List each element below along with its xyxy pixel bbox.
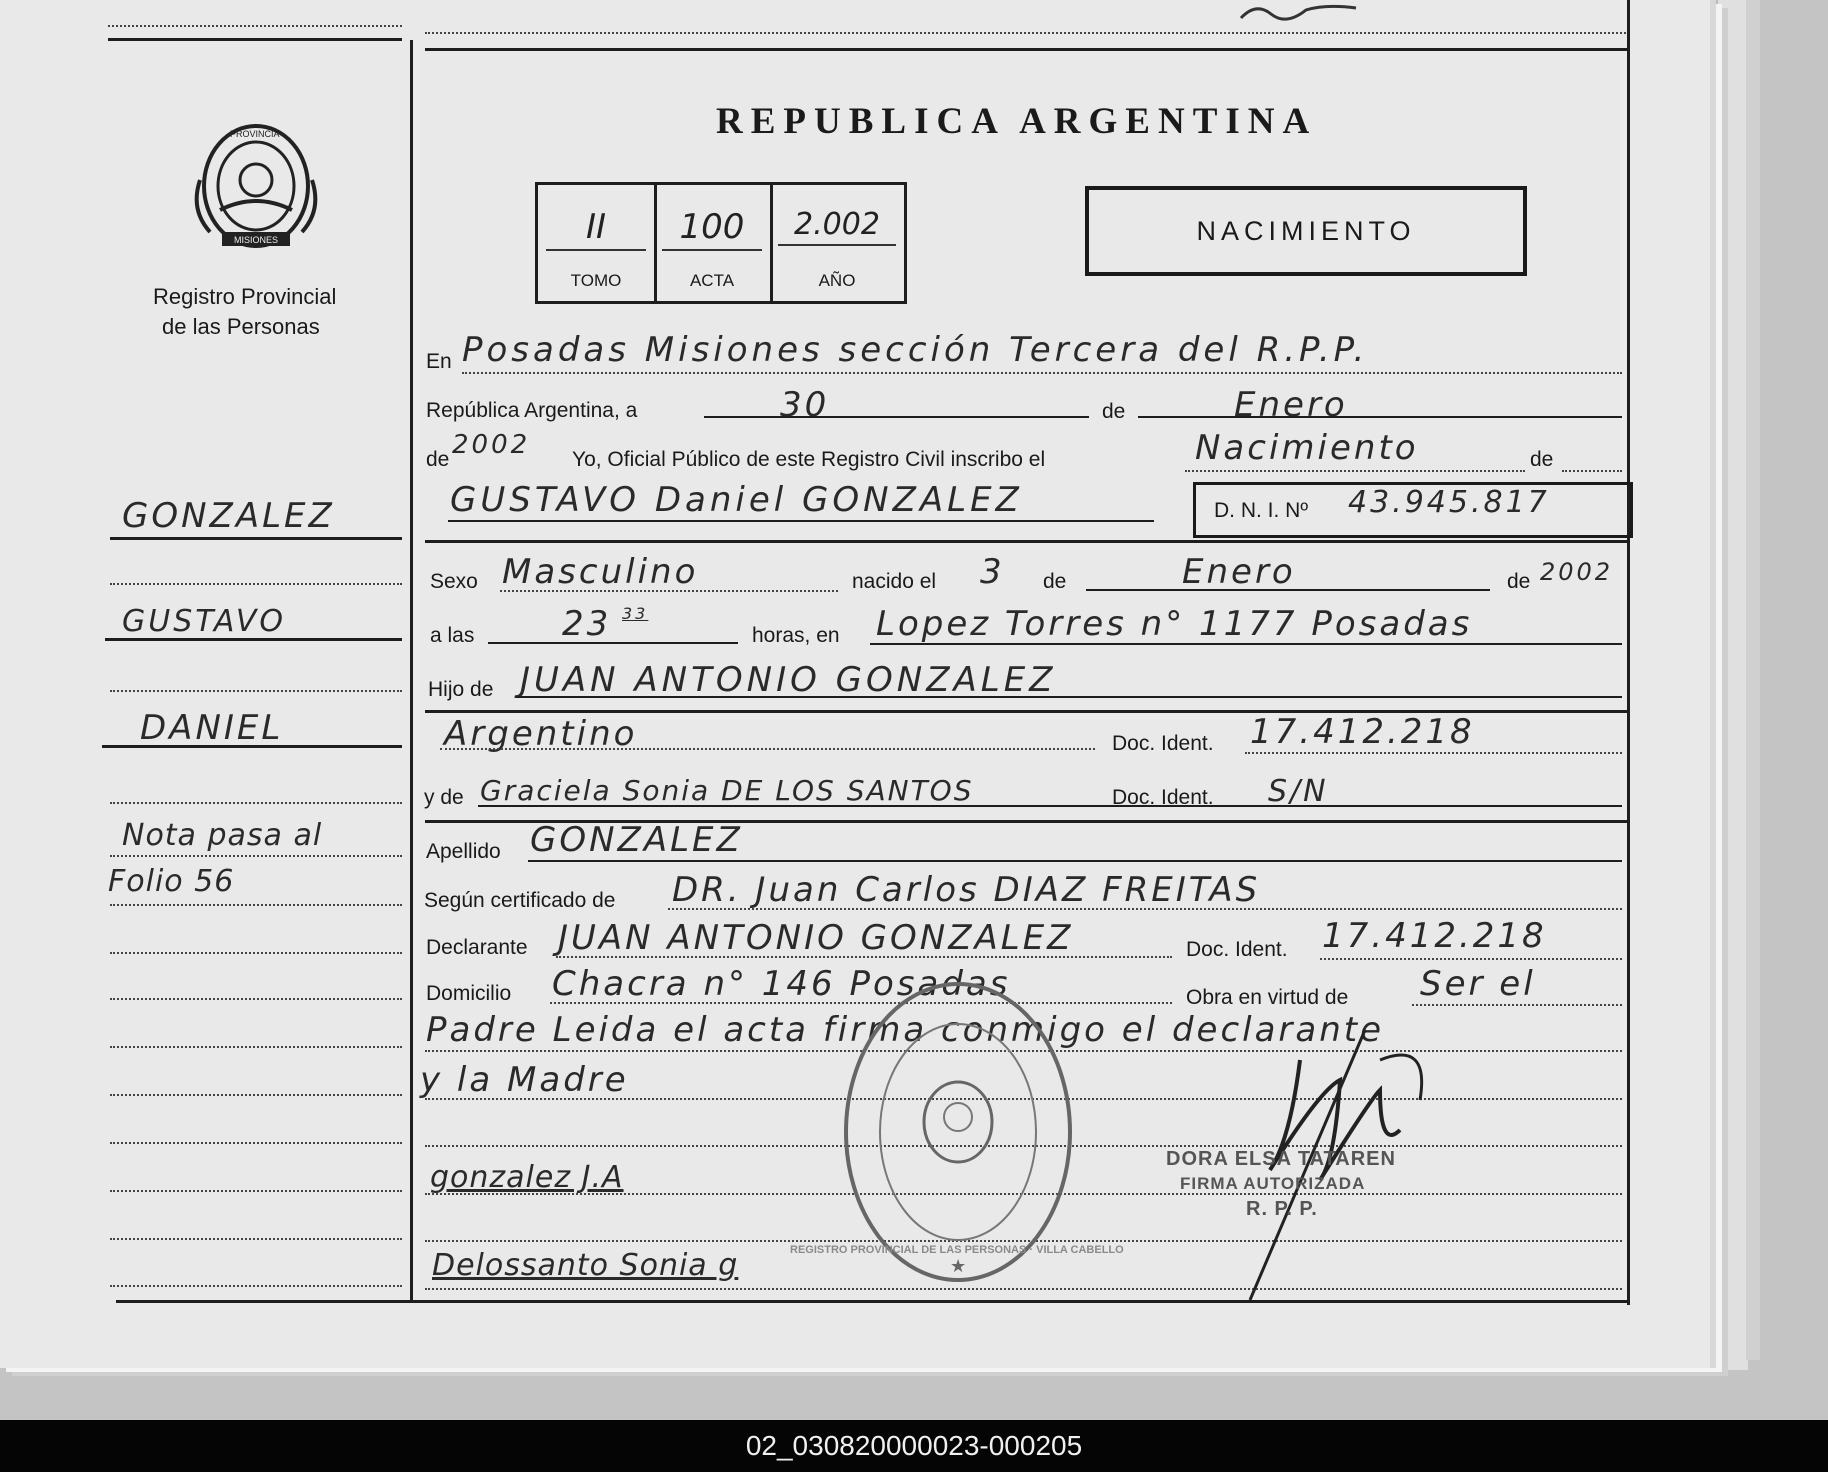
- declarante-doc-label: Doc. Ident.: [1186, 938, 1288, 961]
- alas-label: a las: [430, 624, 475, 647]
- sidebar-dotted: [110, 1046, 402, 1048]
- sidebar-dotted: [110, 998, 402, 1000]
- nacido-label: nacido el: [852, 570, 937, 593]
- image-code-footer: 02_030820000023-000205: [0, 1420, 1828, 1472]
- bottom-rule: [116, 1300, 1628, 1303]
- document-title: REPUBLICA ARGENTINA: [716, 101, 1318, 142]
- father-name-value: JUAN ANTONIO GONZALEZ: [520, 660, 1057, 700]
- apellido-value: GONZALEZ: [530, 820, 743, 860]
- yo-text: Yo, Oficial Público de este Registro Civil inscribo el: [572, 448, 1046, 471]
- y-de-label: y de: [424, 786, 464, 809]
- form-dotted: [1412, 1004, 1622, 1006]
- dni-value: 43.945.817: [1348, 485, 1550, 520]
- republica-label: República Argentina, a: [426, 399, 638, 422]
- apellido-label: Apellido: [426, 840, 501, 863]
- book-page-edge: [1716, 0, 1748, 1370]
- en-label: En: [426, 350, 452, 373]
- sidebar-surname-rule: [110, 537, 402, 540]
- stamp-text: REGISTRO PROVINCIAL DE LAS PERSONAS · VILLA CABELLO: [790, 1244, 1124, 1256]
- form-dotted: [1320, 958, 1622, 960]
- child-name-value: GUSTAVO Daniel GONZALEZ: [450, 480, 1023, 520]
- sidebar-surname: GONZALEZ: [122, 496, 335, 536]
- horas-label: horas, en: [752, 624, 840, 647]
- sidebar-dotted: [110, 802, 402, 804]
- dni-label: D. N. I. Nº: [1214, 499, 1309, 522]
- provincia-de-misiones-seal-icon: [190, 120, 322, 260]
- acta-value: 100: [662, 207, 762, 251]
- act-type-value: Nacimiento: [1195, 428, 1419, 468]
- sexo-label: Sexo: [430, 570, 478, 593]
- acta-cell: [654, 185, 773, 301]
- father-doc-label: Doc. Ident.: [1112, 732, 1214, 755]
- sidebar-dotted: [110, 690, 402, 692]
- official-name: DORA ELSA TATAREN: [1166, 1148, 1396, 1170]
- svg-text:PROVINCIA: PROVINCIA: [230, 129, 280, 139]
- sidebar-dotted: [110, 1190, 402, 1192]
- sidebar-dotted: [110, 904, 402, 906]
- de-label: de: [1102, 400, 1126, 423]
- form-dotted: [1185, 470, 1525, 472]
- signature-mother: Delossanto Sonia g: [432, 1248, 739, 1283]
- column-divider: [410, 40, 413, 1303]
- form-rule: [448, 520, 1154, 522]
- birth-year-value: 2002: [1540, 558, 1614, 586]
- sidebar-second-name-rule: [102, 745, 402, 748]
- form-dotted: [462, 372, 1622, 374]
- form-rule: [870, 643, 1622, 645]
- form-rule: [516, 696, 1622, 698]
- birth-place-value: Lopez Torres n° 1177 Posadas: [876, 604, 1473, 644]
- dni-box: [1193, 482, 1633, 538]
- form-dotted: [556, 956, 1172, 958]
- birth-day-value: 3: [980, 552, 1005, 592]
- de3-label: de: [1530, 448, 1554, 471]
- certificado-label: Según certificado de: [424, 889, 616, 912]
- day-value: 30: [780, 385, 830, 425]
- sidebar-first-name-rule: [105, 638, 402, 641]
- obra-label: Obra en virtud de: [1186, 986, 1349, 1009]
- top-dotted-right: [425, 32, 1630, 34]
- birth-month-value: Enero: [1182, 552, 1296, 592]
- father-nationality-value: Argentino: [444, 714, 638, 754]
- place-value: Posadas Misiones sección Tercera del R.P.P.: [462, 330, 1369, 370]
- remarks-line1: Padre Leida el acta firma conmigo el declarante: [426, 1010, 1385, 1050]
- acta-label: ACTA: [689, 271, 735, 290]
- father-doc-value: 17.412.218: [1250, 712, 1475, 752]
- form-rule: [478, 805, 1622, 807]
- official-office: R. P. P.: [1246, 1198, 1318, 1220]
- de4-label: de: [1043, 570, 1067, 593]
- anio-label: AÑO: [818, 271, 856, 290]
- declarante-value: JUAN ANTONIO GONZALEZ: [558, 918, 1074, 958]
- obra-value: Ser el: [1420, 964, 1536, 1004]
- official-title: FIRMA AUTORIZADA: [1180, 1174, 1366, 1193]
- signature-father: gonzalez J.A: [430, 1160, 624, 1195]
- registration-box: [535, 182, 907, 304]
- sidebar-dotted: [110, 855, 402, 857]
- svg-text:★: ★: [950, 1256, 967, 1276]
- mother-doc-label: Doc. Ident.: [1112, 786, 1214, 809]
- sidebar-note-line2: Folio 56: [108, 864, 235, 899]
- right-border: [1627, 0, 1630, 1305]
- form-dotted: [668, 908, 1622, 910]
- top-rule-left: [108, 38, 402, 41]
- form-rule: [528, 860, 1622, 862]
- hijo-label: Hijo de: [428, 678, 494, 701]
- form-rule: [488, 642, 738, 644]
- form-rule: [1086, 589, 1490, 591]
- sidebar-note-line1: Nota pasa al: [122, 818, 323, 853]
- certificado-value: DR. Juan Carlos DIAZ FREITAS: [672, 870, 1261, 910]
- tomo-value: II: [546, 207, 646, 251]
- sidebar-second-name: DANIEL: [140, 708, 284, 748]
- mother-doc-value: S/N: [1268, 774, 1329, 809]
- sidebar-first-name: GUSTAVO: [122, 604, 286, 639]
- svg-text:MISIONES: MISIONES: [234, 235, 279, 245]
- declarante-label: Declarante: [426, 936, 528, 959]
- form-dotted: [1562, 470, 1622, 472]
- top-signature-remnant-icon: [1236, 0, 1366, 22]
- birth-hour-superscript: 33: [622, 604, 649, 623]
- anio-cell: [770, 185, 904, 301]
- birth-hour-value: 23: [562, 604, 612, 644]
- form-rule: [704, 416, 1089, 418]
- sidebar-dotted: [110, 583, 402, 585]
- record-type-box: NACIMIENTO: [1085, 186, 1527, 276]
- top-dotted-left: [108, 25, 402, 27]
- domicilio-value: Chacra n° 146 Posadas: [552, 964, 1011, 1004]
- form-rule: [1138, 416, 1622, 418]
- form-dotted: [440, 748, 1095, 750]
- year-value: 2002: [452, 430, 531, 460]
- sidebar-dotted: [110, 1238, 402, 1240]
- form-dotted: [1245, 752, 1622, 754]
- domicilio-label: Domicilio: [426, 982, 512, 1005]
- form-dotted: [500, 590, 838, 592]
- declarante-doc-value: 17.412.218: [1322, 916, 1547, 956]
- sidebar-dotted: [110, 1285, 402, 1287]
- de2-label: de: [426, 448, 450, 471]
- registry-name-line1: Registro Provincial: [153, 284, 337, 309]
- registry-name-line2: de las Personas: [162, 314, 320, 339]
- month-value: Enero: [1234, 385, 1348, 425]
- mother-name-value: Graciela Sonia DE LOS SANTOS: [480, 774, 974, 807]
- sidebar-dotted: [110, 1094, 402, 1096]
- sidebar-dotted: [110, 952, 402, 954]
- section-rule: [425, 540, 1628, 543]
- tomo-label: TOMO: [570, 271, 622, 290]
- book-page-edge-2: [1746, 0, 1760, 1360]
- tomo-cell: [538, 185, 657, 301]
- remarks-line2: y la Madre: [420, 1060, 629, 1100]
- de5-label: de: [1507, 570, 1531, 593]
- top-rule-right: [425, 48, 1630, 51]
- anio-value: 2.002: [778, 207, 896, 246]
- sidebar-dotted: [110, 1142, 402, 1144]
- sexo-value: Masculino: [502, 552, 699, 592]
